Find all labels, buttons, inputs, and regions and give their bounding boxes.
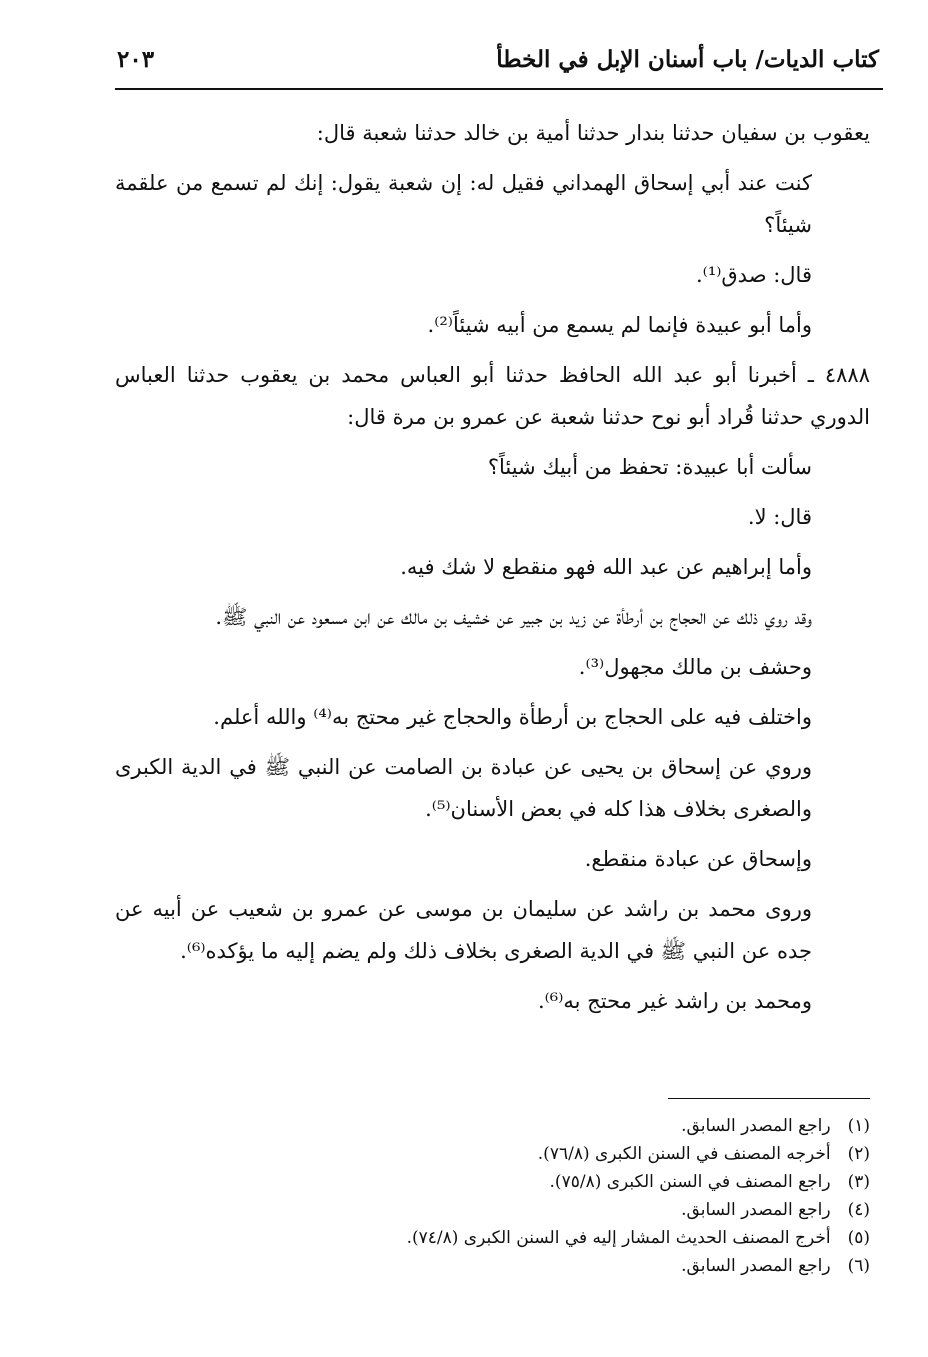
paragraph: وأما أبو عبيدة فإنما لم يسمع من أبيه شيئاً⁽²⁾. xyxy=(427,313,812,337)
footnotes xyxy=(115,1112,870,1280)
footnote xyxy=(115,1196,870,1224)
paragraph: وحشف بن مالك مجهول⁽³⁾. xyxy=(578,655,812,679)
paragraph: واختلف فيه على الحجاج بن أرطأة والحجاج غير محتج به⁽⁴⁾ والله أعلم. xyxy=(213,705,812,729)
footnote-divider xyxy=(668,1098,870,1099)
paragraph: سألت أبا عبيدة: تحفظ من أبيك شيئاً؟ xyxy=(487,455,812,479)
footnote-text: راجع المصدر السابق. xyxy=(681,1116,831,1136)
footnote-number: (٥) xyxy=(847,1228,870,1248)
paragraph: قال: صدق⁽¹⁾. xyxy=(695,263,812,287)
footnote-text: راجع المصنف في السنن الكبرى (٧٥/٨). xyxy=(549,1172,831,1192)
footnote-number: (٢) xyxy=(847,1144,870,1164)
page-number: ٢٠٣ xyxy=(117,46,155,73)
footnote-number: (٦) xyxy=(847,1256,870,1276)
footnote-number: (٣) xyxy=(847,1172,870,1192)
paragraph: يعقوب بن سفيان حدثنا بندار حدثنا أمية بن خالد حدثنا شعبة قال: xyxy=(316,121,870,145)
footnote xyxy=(115,1140,870,1168)
footnote-text: أخرج المصنف الحديث المشار إليه في السنن الكبرى (٧٤/٨). xyxy=(406,1228,831,1248)
footnote-text: راجع المصدر السابق. xyxy=(681,1200,831,1220)
footnote-number: (٤) xyxy=(847,1200,870,1220)
paragraph: وروى محمد بن راشد عن سليمان بن موسى عن عمرو بن شعيب عن أبيه عن جده عن النبي ﷺ في الدية الصغرى بخلاف ذلك ولم يضم إليه ما يؤكده⁽⁶⁾. xyxy=(115,897,812,963)
footnote xyxy=(115,1224,870,1252)
footnote-text: أخرجه المصنف في السنن الكبرى (٧٦/٨). xyxy=(537,1144,831,1164)
paragraph: ومحمد بن راشد غير محتج به⁽⁶⁾. xyxy=(537,989,812,1013)
paragraph: ٤٨٨٨ ـ أخبرنا أبو عبد الله الحافظ حدثنا أبو العباس محمد بن يعقوب حدثنا العباس الدوري حدثنا قُراد أبو نوح حدثنا شعبة عن عمرو بن مرة قال: xyxy=(115,363,870,429)
paragraph: وإسحاق عن عبادة منقطع. xyxy=(584,847,812,871)
paragraph: قال: لا. xyxy=(747,505,812,529)
footnote xyxy=(115,1168,870,1196)
paragraph: وروي عن إسحاق بن يحيى عن عبادة بن الصامت عن النبي ﷺ في الدية الكبرى والصغرى بخلاف هذا كله في بعض الأسنان⁽⁵⁾. xyxy=(115,755,812,821)
paragraph: كنت عند أبي إسحاق الهمداني فقيل له: إن شعبة يقول: إنك لم تسمع من علقمة شيئاً؟ xyxy=(115,171,812,237)
footnote xyxy=(115,1112,870,1140)
paragraph: وأما إبراهيم عن عبد الله فهو منقطع لا شك فيه. xyxy=(400,555,812,579)
footnote-text: راجع المصدر السابق. xyxy=(681,1256,831,1276)
page-header xyxy=(115,40,883,84)
running-title: كتاب الديات/ باب أسنان الإبل في الخطأ xyxy=(496,46,879,73)
footnote xyxy=(115,1252,870,1280)
main-text xyxy=(115,112,870,1030)
header-divider xyxy=(115,88,883,90)
paragraph: وقد روي ذلك عن الحجاج بن أرطأة عن زيد بن جبير عن خشيف بن مالك عن ابن مسعود عن النبي ﷺ. xyxy=(215,605,812,629)
footnote-number: (١) xyxy=(847,1116,870,1136)
